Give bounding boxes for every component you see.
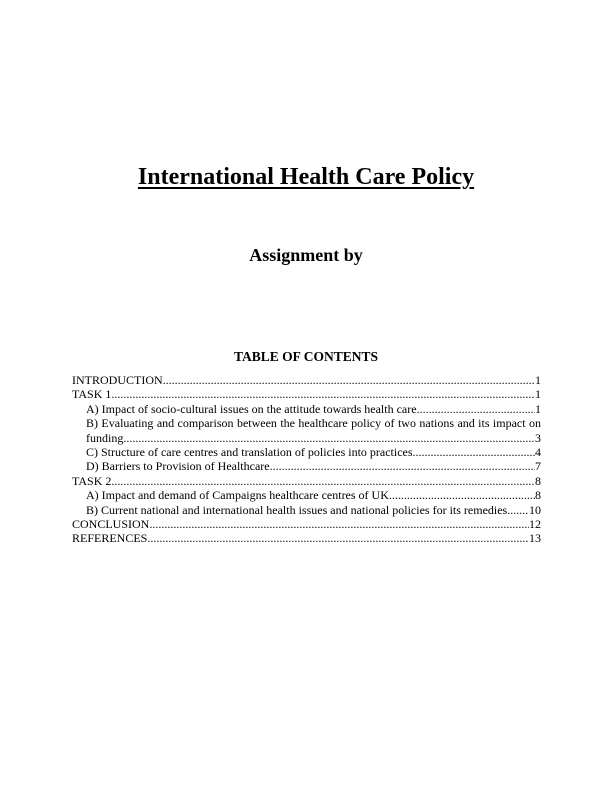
toc-entry-page: 1 (535, 401, 541, 416)
toc-leader-dots (147, 531, 529, 545)
toc-leader-dots (163, 373, 535, 387)
toc-entry-label: B) Current national and international health issues and national policies for its remedies (86, 502, 508, 517)
toc-entry-references[interactable] (72, 531, 541, 545)
toc-entry-task-1-a[interactable] (72, 402, 541, 416)
toc-heading: TABLE OF CONTENTS (233, 349, 379, 364)
toc-leader-dots (111, 387, 535, 401)
toc-entry-task-2-b[interactable] (72, 503, 541, 517)
toc-entry-conclusion[interactable] (72, 517, 541, 531)
toc-entry-label-line-1: B) Evaluating and comparison between the healthcare policy of two nations and its impact on (86, 416, 541, 431)
toc-entry-page: 1 (535, 387, 541, 402)
toc-entry-task-1-b[interactable] (72, 416, 541, 445)
toc-entry-page: 4 (535, 445, 541, 460)
toc-entry-label: CONCLUSION (72, 517, 150, 532)
document-title: International Health Care Policy (137, 164, 475, 190)
toc-entry-page: 10 (529, 502, 541, 517)
toc-entry-page: 3 (535, 430, 541, 445)
toc-entry-label: TASK 1 (72, 387, 112, 402)
toc-entry-label: INTRODUCTION (72, 373, 163, 387)
toc-entry-page: 13 (529, 531, 541, 546)
toc-entry-task-1-d[interactable] (72, 459, 541, 473)
toc-entry-label: C) Structure of care centres and translation of policies into practices (86, 445, 413, 460)
toc-entry-page: 7 (535, 459, 541, 474)
toc-leader-dots (149, 517, 529, 531)
toc-entry-task-1[interactable] (72, 387, 541, 401)
toc-leader-dots (417, 402, 535, 416)
document-subtitle: Assignment by (249, 245, 363, 265)
toc-entry-task-1-c[interactable] (72, 445, 541, 459)
toc-leader-dots (123, 431, 535, 445)
toc-leader-dots (507, 503, 529, 517)
toc-entry-label: A) Impact of socio-cultural issues on the attitude towards health care (86, 401, 417, 416)
toc-entry-page: 8 (535, 488, 541, 503)
toc-entry-task-2-a[interactable] (72, 488, 541, 502)
toc-entry-label-line-2: funding (86, 430, 124, 445)
toc-entry-introduction[interactable] (72, 373, 541, 387)
toc-entry-page: 1 (535, 373, 541, 387)
toc-entry-label: D) Barriers to Provision of Healthcare (86, 459, 270, 474)
toc-leader-dots (270, 459, 535, 473)
toc-entry-page: 12 (529, 517, 541, 532)
toc-entry-label: REFERENCES (72, 531, 148, 546)
toc-entry-task-2[interactable] (72, 474, 541, 488)
toc-entry-label: TASK 2 (72, 473, 112, 488)
table-of-contents (72, 373, 541, 546)
toc-entry-page: 8 (535, 473, 541, 488)
toc-leader-dots (389, 488, 535, 502)
toc-leader-dots (111, 474, 535, 488)
toc-entry-label: A) Impact and demand of Campaigns healthcare centres of UK (86, 488, 389, 503)
toc-leader-dots (413, 445, 535, 459)
